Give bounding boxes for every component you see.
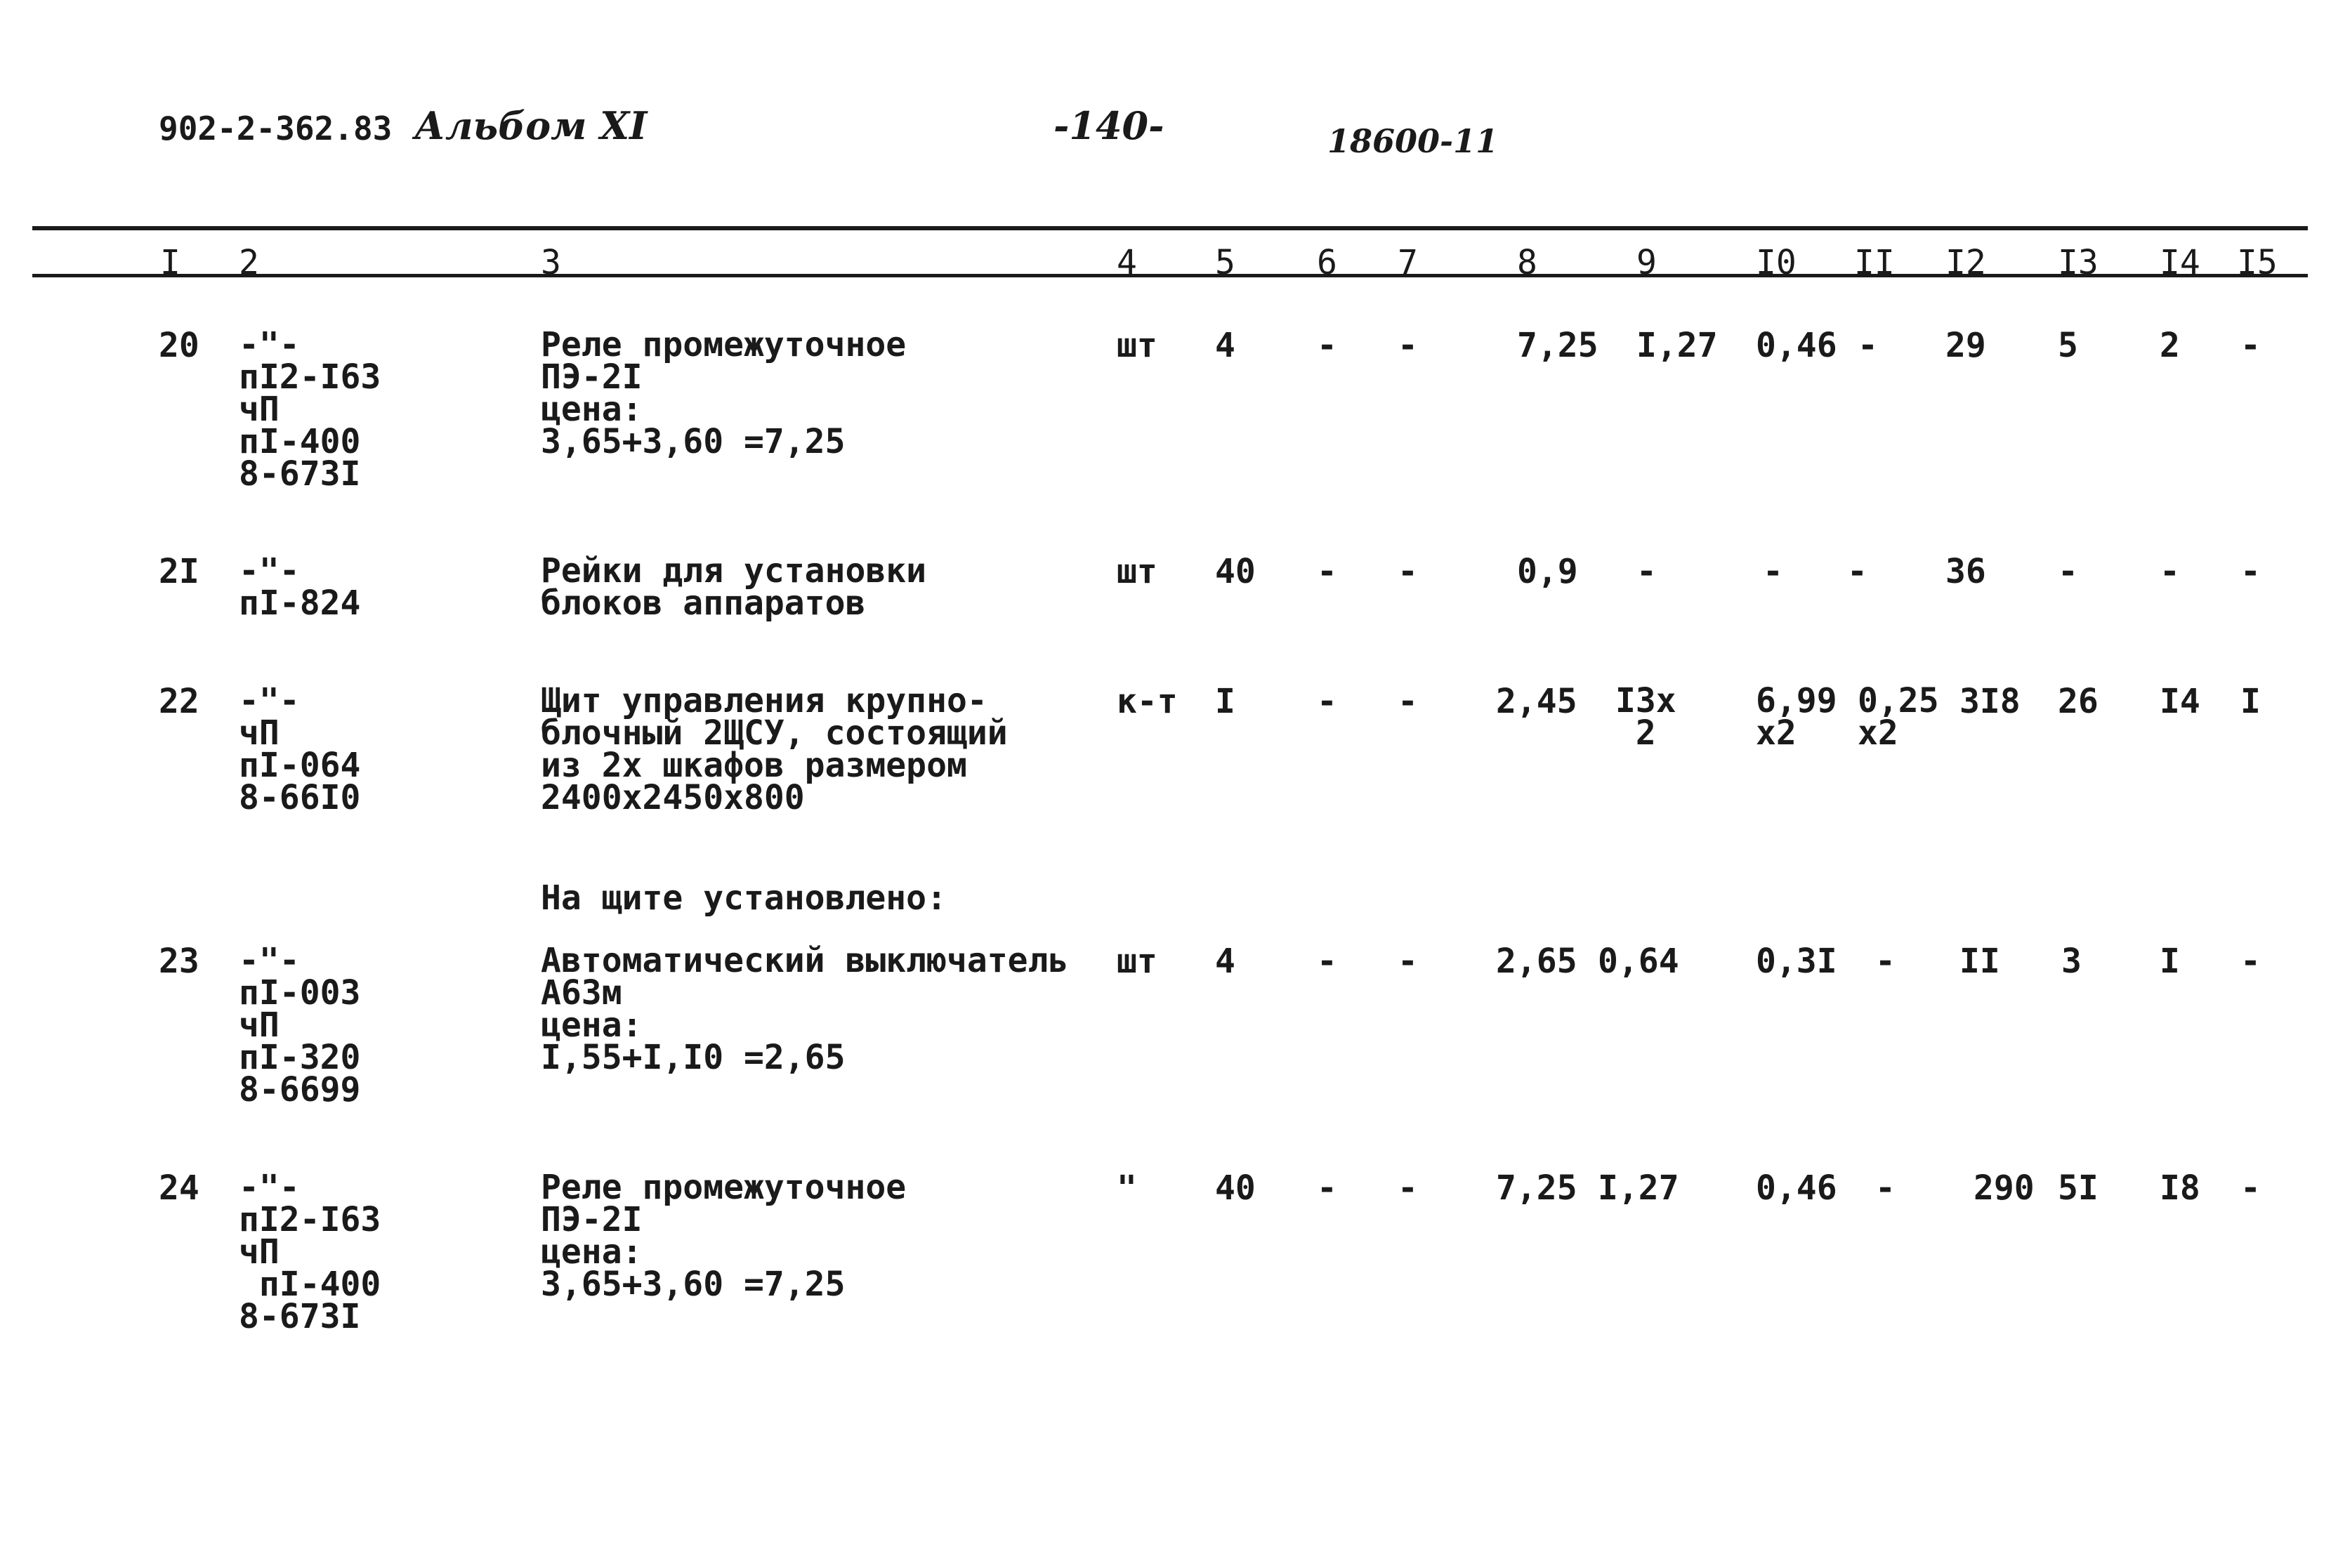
col14-value: I4 — [2160, 682, 2200, 721]
section-note: На щите установлено: — [541, 878, 947, 918]
col14-value: 2 — [2160, 326, 2180, 365]
col13-value: 5 — [2058, 326, 2078, 365]
col7-value: - — [1398, 942, 1418, 981]
col-4: 4 — [1117, 243, 1137, 282]
catalog-reference: -"- пI-003 чП пI-320 8-6699 — [239, 941, 361, 1109]
col7-value: - — [1398, 682, 1418, 721]
col-10: I0 — [1756, 243, 1797, 282]
col12-value: 290 — [1974, 1168, 2035, 1208]
item-description: Реле промежуточное ПЭ-2I цена: 3,65+3,60 =7,25 — [541, 1168, 907, 1304]
col7-value: - — [1398, 552, 1418, 591]
col9-value: I,27 — [1636, 326, 1718, 365]
unit: к-т — [1117, 682, 1178, 721]
col8-value: 2,45 — [1496, 682, 1577, 721]
col-15: I5 — [2237, 243, 2278, 282]
album-label: Альбом XI — [414, 103, 648, 148]
col7-value: - — [1398, 326, 1418, 365]
col10-value: 0,3I — [1756, 942, 1837, 981]
item-description: Рейки для установки блоков аппаратов — [541, 551, 927, 623]
col8-value: 2,65 — [1496, 942, 1577, 981]
col12-value: 36 — [1945, 552, 1986, 591]
quantity: 4 — [1215, 942, 1235, 981]
col15-value: - — [2240, 552, 2261, 591]
col-11: II — [1854, 243, 1895, 282]
col13-value: 3 — [2061, 942, 2082, 981]
col-13: I3 — [2058, 243, 2099, 282]
col9-value: I,27 — [1598, 1168, 1679, 1208]
col-2: 2 — [239, 243, 259, 282]
quantity: I — [1215, 682, 1235, 721]
row-number: 24 — [159, 1168, 199, 1208]
quantity: 4 — [1215, 326, 1235, 365]
catalog-reference: -"- пI-824 — [239, 551, 361, 623]
top-rule — [32, 226, 2308, 230]
col9-value: I3х 2 — [1615, 681, 1676, 753]
catalog-reference: -"- пI2-I63 чП пI-400 8-673I — [239, 325, 381, 494]
col14-value: I — [2160, 942, 2180, 981]
col13-value: 5I — [2058, 1168, 2099, 1208]
col14-value: - — [2160, 552, 2180, 591]
item-description: Щит управления крупно- блочный 2ЩСУ, состоящий из 2х шкафов размером 2400х2450х800 — [541, 681, 1008, 817]
catalog-reference: -"- чП пI-064 8-66I0 — [239, 681, 361, 817]
unit: " — [1117, 1168, 1137, 1208]
col-3: 3 — [541, 243, 561, 282]
col14-value: I8 — [2160, 1168, 2200, 1208]
col13-value: - — [2058, 552, 2078, 591]
col6-value: - — [1317, 1168, 1337, 1208]
unit: шт — [1117, 326, 1157, 365]
col11-value: 0,25 х2 — [1858, 681, 1939, 753]
col15-value: - — [2240, 326, 2261, 365]
col6-value: - — [1317, 682, 1337, 721]
col8-value: 0,9 — [1517, 552, 1578, 591]
col10-value: 0,46 — [1756, 326, 1837, 365]
row-number: 2I — [159, 552, 199, 591]
col-6: 6 — [1317, 243, 1337, 282]
col12-value: 3I8 — [1959, 682, 2021, 721]
col-8: 8 — [1517, 243, 1537, 282]
col9-value: 0,64 — [1598, 942, 1679, 981]
inventory-number: 18600-11 — [1327, 122, 1499, 160]
col6-value: - — [1317, 552, 1337, 591]
col6-value: - — [1317, 942, 1337, 981]
col8-value: 7,25 — [1496, 1168, 1577, 1208]
col-12: I2 — [1945, 243, 1986, 282]
col15-value: - — [2240, 942, 2261, 981]
col12-value: II — [1959, 942, 2000, 981]
quantity: 40 — [1215, 1168, 1256, 1208]
col12-value: 29 — [1945, 326, 1986, 365]
item-description: Реле промежуточное ПЭ-2I цена: 3,65+3,60 =7,25 — [541, 325, 907, 461]
document-code: 902-2-362.83 — [159, 110, 393, 147]
col6-value: - — [1317, 326, 1337, 365]
catalog-reference: -"- пI2-I63 чП пI-400 8-673I — [239, 1168, 381, 1336]
col10-value: 0,46 — [1756, 1168, 1837, 1208]
col10-value: - — [1763, 552, 1783, 591]
col11-value: - — [1875, 942, 1896, 981]
col-5: 5 — [1215, 243, 1235, 282]
col11-value: - — [1858, 326, 1878, 365]
col-9: 9 — [1636, 243, 1657, 282]
row-number: 23 — [159, 942, 199, 981]
col9-value: - — [1636, 552, 1657, 591]
row-number: 20 — [159, 326, 199, 365]
col13-value: 26 — [2058, 682, 2099, 721]
col-7: 7 — [1398, 243, 1418, 282]
col8-value: 7,25 — [1517, 326, 1598, 365]
unit: шт — [1117, 942, 1157, 981]
col15-value: - — [2240, 1168, 2261, 1208]
col11-value: - — [1847, 552, 1867, 591]
unit: шт — [1117, 552, 1157, 591]
item-description: Автоматический выключатель А63м цена: I,55+I,I0 =2,65 — [541, 941, 1069, 1077]
page-number: -140- — [1053, 103, 1164, 148]
col-14: I4 — [2160, 243, 2200, 282]
quantity: 40 — [1215, 552, 1256, 591]
row-number: 22 — [159, 682, 199, 721]
col10-value: 6,99 х2 — [1756, 681, 1837, 753]
col11-value: - — [1875, 1168, 1896, 1208]
col7-value: - — [1398, 1168, 1418, 1208]
col-1: I — [160, 243, 180, 282]
col15-value: I — [2240, 682, 2261, 721]
